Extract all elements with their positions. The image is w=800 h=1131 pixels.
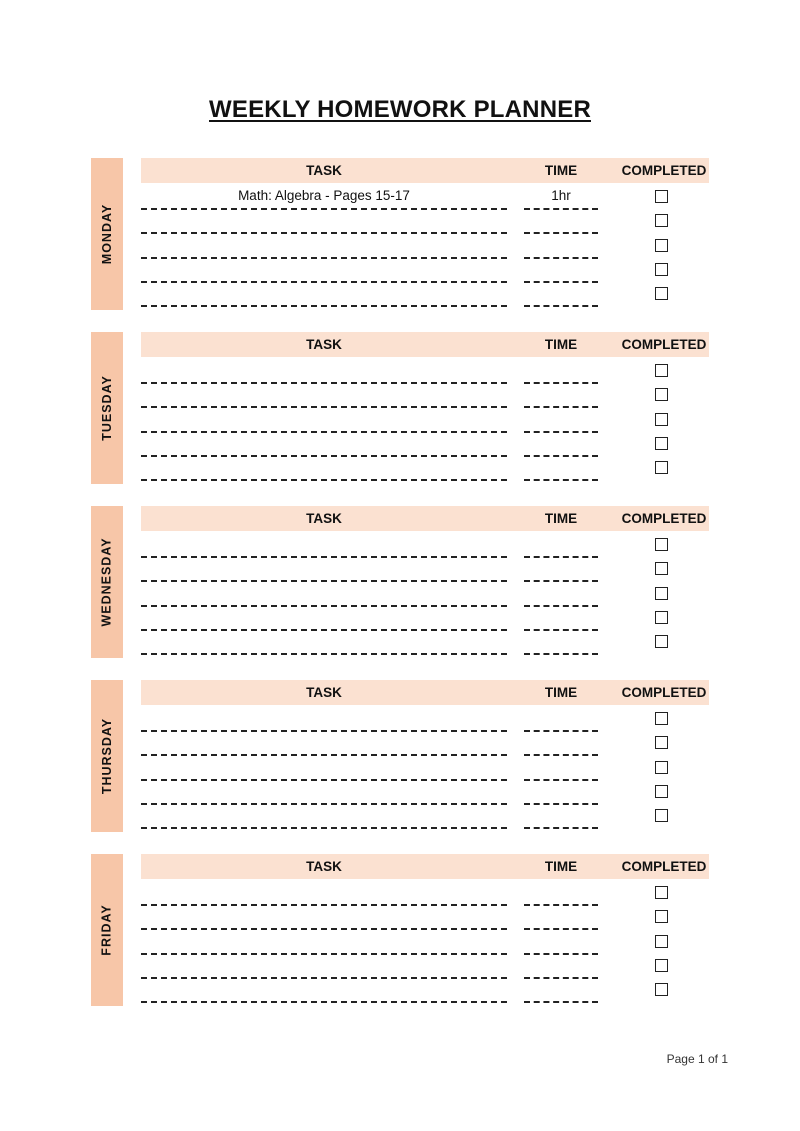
column-header-time: TIME [544, 337, 578, 352]
task-row [141, 583, 709, 607]
task-row [141, 631, 709, 655]
task-row [141, 805, 709, 829]
time-line[interactable] [524, 305, 598, 307]
completed-checkbox[interactable] [655, 611, 668, 624]
column-header-row [141, 680, 709, 705]
column-header-time: TIME [544, 511, 578, 526]
page-title [0, 96, 800, 124]
column-header-task: TASK [306, 685, 342, 700]
completed-checkbox[interactable] [655, 287, 668, 300]
day-label-wrap [91, 680, 123, 832]
column-header-completed: COMPLETED [621, 337, 707, 352]
completed-checkbox[interactable] [655, 886, 668, 899]
time-text: 1hr [551, 188, 571, 203]
completed-checkbox[interactable] [655, 635, 668, 648]
day-section-tuesday [141, 332, 709, 492]
completed-checkbox[interactable] [655, 910, 668, 923]
task-row [141, 757, 709, 781]
task-line[interactable] [141, 827, 507, 829]
task-row [141, 210, 709, 234]
task-text: Math: Algebra - Pages 15-17 [238, 188, 410, 203]
column-header-row [141, 332, 709, 357]
day-bar-friday [91, 854, 123, 1006]
completed-checkbox[interactable] [655, 562, 668, 575]
completed-checkbox[interactable] [655, 461, 668, 474]
column-header-time: TIME [544, 163, 578, 178]
day-section-friday [141, 854, 709, 1014]
completed-checkbox[interactable] [655, 761, 668, 774]
completed-checkbox[interactable] [655, 538, 668, 551]
day-bar-wednesday [91, 506, 123, 658]
task-row [141, 235, 709, 259]
day-label-wrap [91, 506, 123, 658]
task-row [141, 283, 709, 307]
completed-checkbox[interactable] [655, 712, 668, 725]
task-line[interactable] [141, 305, 507, 307]
column-header-task: TASK [306, 859, 342, 874]
completed-checkbox[interactable] [655, 239, 668, 252]
column-header-time: TIME [544, 685, 578, 700]
task-row [141, 259, 709, 283]
column-header-completed: COMPLETED [621, 859, 707, 874]
time-line[interactable] [524, 1001, 598, 1003]
task-row [141, 384, 709, 408]
day-label-wrap [91, 332, 123, 484]
column-header-row [141, 158, 709, 183]
time-line[interactable] [524, 827, 598, 829]
task-row [141, 607, 709, 631]
task-row [141, 955, 709, 979]
column-header-completed: COMPLETED [621, 163, 707, 178]
task-line[interactable] [141, 1001, 507, 1003]
day-label-wrap [91, 158, 123, 310]
completed-checkbox[interactable] [655, 785, 668, 798]
task-row [141, 409, 709, 433]
task-row [141, 186, 709, 210]
completed-checkbox[interactable] [655, 809, 668, 822]
column-header-row [141, 506, 709, 531]
day-label: WEDNESDAY [100, 537, 115, 627]
column-header-time: TIME [544, 859, 578, 874]
completed-checkbox[interactable] [655, 364, 668, 377]
task-row [141, 457, 709, 481]
task-line[interactable] [141, 479, 507, 481]
time-line[interactable] [524, 479, 598, 481]
task-row [141, 732, 709, 756]
task-row [141, 534, 709, 558]
task-row [141, 781, 709, 805]
completed-checkbox[interactable] [655, 214, 668, 227]
task-row [141, 979, 709, 1003]
completed-checkbox[interactable] [655, 437, 668, 450]
day-bar-monday [91, 158, 123, 310]
task-row [141, 558, 709, 582]
day-label: FRIDAY [100, 904, 115, 956]
column-header-task: TASK [306, 163, 342, 178]
completed-checkbox[interactable] [655, 388, 668, 401]
column-header-task: TASK [306, 511, 342, 526]
task-row [141, 360, 709, 384]
day-label-wrap [91, 854, 123, 1006]
day-label: THURSDAY [100, 717, 114, 795]
task-row [141, 906, 709, 930]
day-section-monday [141, 158, 709, 318]
completed-checkbox[interactable] [655, 736, 668, 749]
day-section-thursday [141, 680, 709, 840]
task-line[interactable] [141, 653, 507, 655]
completed-checkbox[interactable] [655, 263, 668, 276]
day-label: MONDAY [100, 203, 115, 265]
day-bar-tuesday [91, 332, 123, 484]
column-header-task: TASK [306, 337, 342, 352]
completed-checkbox[interactable] [655, 190, 668, 203]
day-section-wednesday [141, 506, 709, 666]
title-text: WEEKLY HOMEWORK PLANNER [209, 96, 591, 123]
column-header-completed: COMPLETED [621, 685, 707, 700]
completed-checkbox[interactable] [655, 413, 668, 426]
task-row [141, 882, 709, 906]
task-row [141, 433, 709, 457]
page-footer: Page 1 of 1 [666, 1052, 728, 1066]
completed-checkbox[interactable] [655, 959, 668, 972]
task-row [141, 708, 709, 732]
task-row [141, 931, 709, 955]
column-header-completed: COMPLETED [621, 511, 707, 526]
completed-checkbox[interactable] [655, 983, 668, 996]
day-label: TUESDAY [100, 375, 114, 441]
column-header-row [141, 854, 709, 879]
completed-checkbox[interactable] [655, 587, 668, 600]
time-line[interactable] [524, 653, 598, 655]
completed-checkbox[interactable] [655, 935, 668, 948]
day-bar-thursday [91, 680, 123, 832]
